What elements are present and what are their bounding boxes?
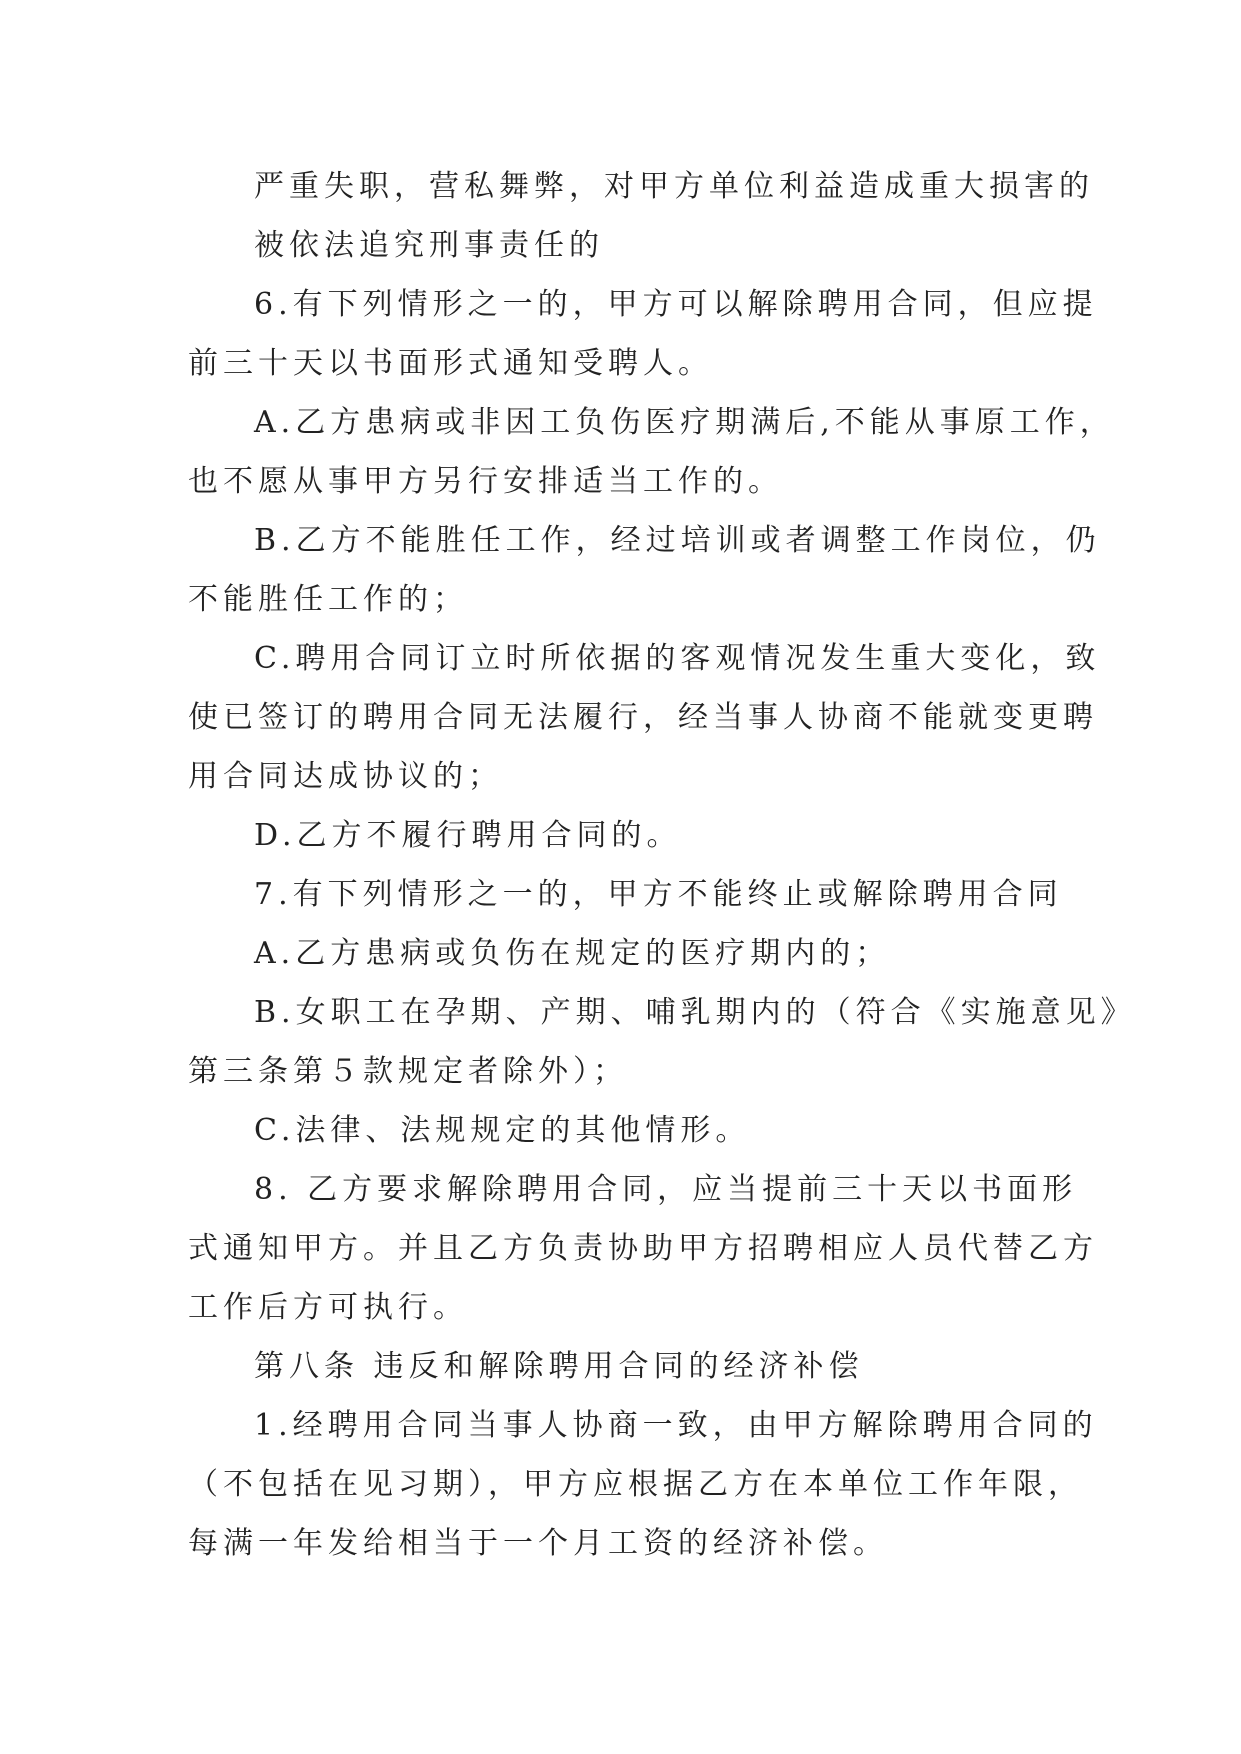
paragraph-line: A.乙方患病或非因工负伤医疗期满后,不能从事原工作， bbox=[254, 405, 1115, 440]
paragraph-line: C.法律、法规规定的其他情形。 bbox=[254, 1113, 751, 1148]
paragraph-line: 第三条第５款规定者除外）； bbox=[188, 1054, 628, 1089]
paragraph-line: B.乙方不能胜任工作，经过培训或者调整工作岗位，仍 bbox=[254, 523, 1101, 558]
paragraph-line: 每满一年发给相当于一个月工资的经济补偿。 bbox=[188, 1526, 888, 1561]
paragraph-line: （不包括在见习期），甲方应根据乙方在本单位工作年限， bbox=[188, 1467, 1083, 1502]
paragraph-line: 被依法追究刑事责任的 bbox=[254, 228, 604, 263]
paragraph-line: 用合同达成协议的； bbox=[188, 759, 503, 794]
paragraph-line: 6.有下列情形之一的，甲方可以解除聘用合同，但应提 bbox=[254, 287, 1098, 322]
paragraph-line: 工作后方可执行。 bbox=[188, 1290, 468, 1325]
paragraph-line: 使已签订的聘用合同无法履行，经当事人协商不能就变更聘 bbox=[188, 700, 1098, 735]
paragraph-line: 不能胜任工作的； bbox=[188, 582, 468, 617]
paragraph-line: A.乙方患病或负伤在规定的医疗期内的； bbox=[254, 936, 891, 971]
paragraph-line: 8. 乙方要求解除聘用合同，应当提前三十天以书面形 bbox=[254, 1172, 1078, 1207]
paragraph-line: 前三十天以书面形式通知受聘人。 bbox=[188, 346, 713, 381]
paragraph-line: 1.经聘用合同当事人协商一致，由甲方解除聘用合同的 bbox=[254, 1408, 1098, 1443]
section-heading: 第八条 违反和解除聘用合同的经济补偿 bbox=[254, 1349, 864, 1384]
paragraph-line: C.聘用合同订立时所依据的客观情况发生重大变化，致 bbox=[254, 641, 1101, 676]
paragraph-line: 严重失职，营私舞弊，对甲方单位利益造成重大损害的 bbox=[254, 169, 1094, 204]
paragraph-line: B.女职工在孕期、产期、哺乳期内的（符合《实施意见》 bbox=[254, 995, 1136, 1030]
paragraph-line: 式通知甲方。并且乙方负责协助甲方招聘相应人员代替乙方 bbox=[188, 1231, 1098, 1266]
document-body bbox=[188, 157, 1136, 1573]
paragraph-line: 7.有下列情形之一的，甲方不能终止或解除聘用合同 bbox=[254, 877, 1063, 912]
paragraph-line: D.乙方不履行聘用合同的。 bbox=[254, 818, 682, 853]
paragraph-line: 也不愿从事甲方另行安排适当工作的。 bbox=[188, 464, 783, 499]
